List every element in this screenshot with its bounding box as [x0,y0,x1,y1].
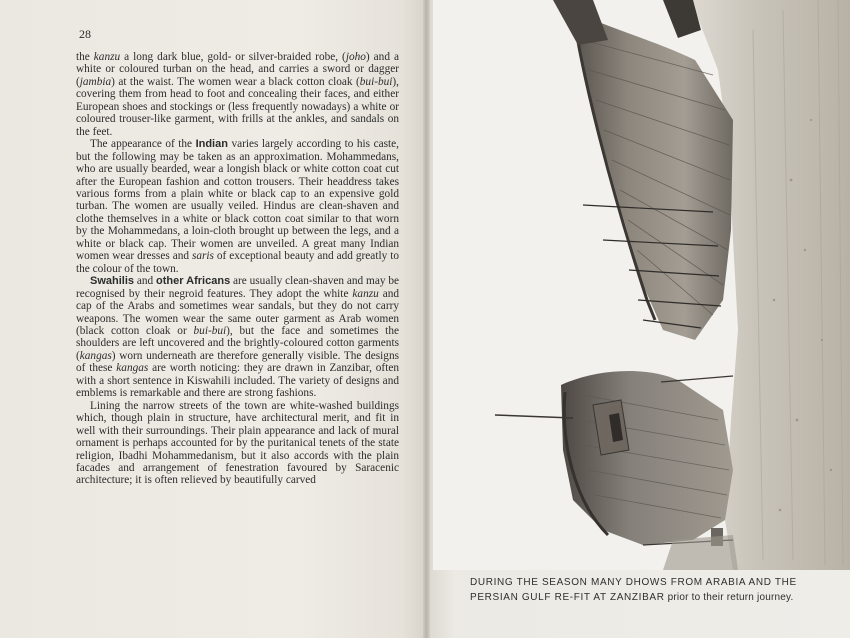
paragraph-text-run: kangas [116,362,149,375]
caption-tail-text: prior to their return journey. [664,592,794,603]
page-number: 28 [79,27,91,41]
body-paragraph [76,400,399,487]
paragraph-text-run: The appearance of the [90,138,196,151]
paragraph-text-run: ), but the face and sometimes the shoulders are left uncovered and the brightly-coloured cotton garments ( [76,324,399,362]
paragraph-text-run: kangas [79,349,112,362]
paragraph-text-run: Swahilis [90,275,135,288]
book-gutter [423,0,430,638]
paragraph-text-run: and cap of the Arabs and sometimes wear sandals, but they do not carry weapons. The women wear the same outer garment as Arab women (black cotton cloak or [76,287,400,337]
paragraph-text-run: a long dark blue, gold- or silver-braided robe, ( [120,51,346,63]
paragraph-text-run: bui-bui [193,324,227,337]
dhows-photograph-image [433,0,850,570]
paragraph-text-run: varies largely according to his caste, but the following may be taken as an approximation. Mohammedans, who are usually bearded, wear a longish black or white cotton coat cut after the European fashion and cotton trousers. Their headdress takes various forms from a plain white or black cap to an expensive gold turban. The women are usually veiled. Hindus are clean-shaven and clothe themselves in a white or black cotton coat similar to that worn by the Mohammedans, a loin-cloth brought up between the legs, and a white or black cap. Their women are unveiled. A great many Indian women wear dresses and [76,138,399,263]
dhows-photograph [433,0,850,570]
paragraph-text-run: ) at the waist. The women wear a black cotton cloak ( [111,75,360,88]
paragraph-text-run: ) and a white or coloured turban on the head, and carries a sword or dagger ( [76,51,399,88]
paragraph-text-run: kanzu [93,51,121,63]
paragraph-text-run: Lining the narrow streets of the town are white-washed buildings which, though plain in structure, have architectural merit, and fit in well with their surroundings. Their plain appearance and lack of mural ornament is perhaps accounted for by the puritanical tenets of the state religion, Ibadhi Mohammedanism, but it also accords with the plain facades and arrangement of fenestration favoured by Saracenic architecture; it is often relieved by beautifully carved [76,399,399,487]
caption-upper-text: DURING THE SEASON MANY DHOWS FROM ARABIA AND THE PERSIAN GULF RE-FIT AT ZANZIBAR [470,577,797,603]
photo-caption [470,575,840,605]
paragraph-text-run: ) worn underneath are therefore generally visible. The designs of these [76,349,399,375]
body-paragraph [76,275,399,400]
paragraph-text-run: are usually clean-shaven and may be recognised by their negroid features. They adopt the white [76,275,399,300]
paragraph-text-run: bui-bui [359,75,393,88]
paragraph-text-run: saris [191,250,214,263]
paragraph-text-run: are worth noticing: they are drawn in Zanzibar, often with a short sentence in Kiswahili included. The variety of designs and emblems is remarkable and there are strong fashions. [76,362,399,400]
body-paragraph [76,51,399,138]
paragraph-text-run: and [134,275,157,288]
paragraph-text-run: Indian [195,138,228,151]
paragraph-text-run: joho [345,51,366,63]
paragraph-text-run: jambia [79,75,112,88]
body-paragraph [76,138,399,275]
paragraph-text-run: the [76,51,94,63]
body-text [76,51,399,487]
paragraph-text-run: kanzu [352,287,379,300]
paragraph-text-run: other Africans [156,275,231,288]
left-page [0,0,423,638]
paragraph-text-run: ), covering them from head to foot and concealing their faces, and either European shoes and stockings or (less frequently nowadays) a white or coloured trouser-like garment, with frills at the ankles, and sandals on the feet. [76,75,399,138]
paragraph-text-run: of exceptional beauty and add greatly to the colour of the town. [76,250,399,275]
